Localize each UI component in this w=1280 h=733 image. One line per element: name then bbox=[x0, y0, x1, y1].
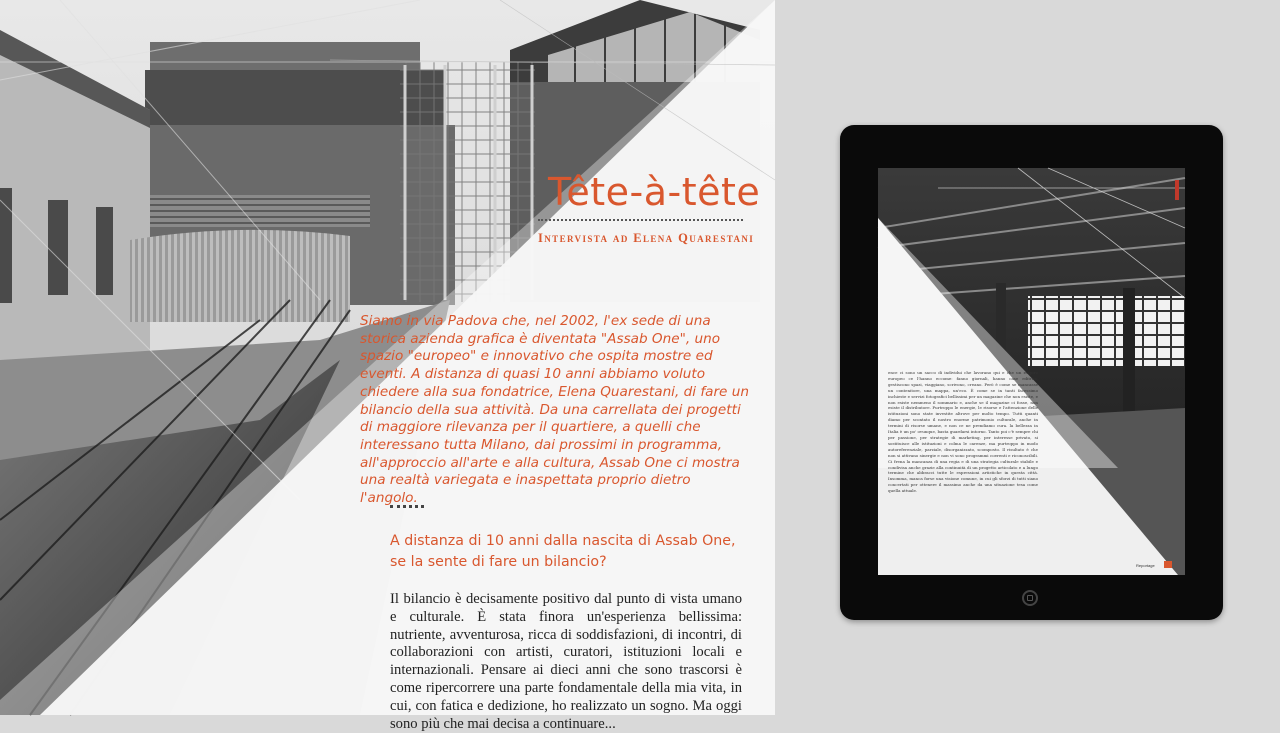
interview-question: A distanza di 10 anni dalla nascita di Assab One, se la sente di fare un bilancio? bbox=[390, 533, 736, 570]
section-badge-icon[interactable] bbox=[1164, 561, 1172, 568]
section-separator bbox=[390, 505, 424, 508]
tablet-device bbox=[840, 125, 1223, 620]
chapter-marker bbox=[1175, 180, 1179, 200]
interview-answer: Il bilancio è decisamente positivo dal punto di vista umano e culturale. È stata finora un'esperienza bellissima: nutriente, avventurosa, ricca di soddisfazioni, di incontri, di collaborazioni con artisti, curatori, istituzioni locali e internazionali. Pensare ai dieci anni che sono trascorsi è come ripercorrere una parte fondamentale della mia vita, in cui, con fatica e dedizione, ho realizzato un sogno. Ma oggi sono più che mai decisa a continuare... bbox=[390, 591, 742, 732]
tablet-article-text: ence ci sono un sacco di individui che lavorano qui e che un respiro europeo ce l'hanno eccome: fanno giornali, hanno case editrici, gestiscono spazi, viaggiano, scrivono, creano. Però è come se mancasse un contenitore, una mappa, un'eco. È come se in tanti facessimo inchieste e servizi fotografici bellissimi per un magazine che non esiste, e non esiste nemmeno il sommario e, anche se il magazine ci fosse, non esiste il distributore. Purtroppo le energie, le risorse e l'attenzione delle istituzioni sono state investite altrove per molto tempo. Tutti quanti diamo per scontato il nostro enorme patrimonio culturale, anche in termini di risorse umane, e non ce ne prendiamo cura. la bellezza in Italia è un po' ovunque, basta guardarsi intorno. Tanto poi c'è sempre chi per passione, per strategie di marketing, per interesse privato, si sostituisce alle istituzioni e colma le carenze, ma purtroppo in modo autoreferenziale, parziale, disorganizzato, scomposto. Il risultato è che non si attivano sinergie e non vi sono programmi coerenti e riconoscibili. Ci frena la mancanza di una regia e di una strategia culturale stabile e condivisa anche grazie alla continuità di un progetto articolato e a lungo termine che abbracci tutte le espressioni artistiche in questa città. Insomma, manca forse una visione comune, in cui gli sforzi di tutti siano concertati per ottenere il massimo anche da una situazione tesa come quella attuale. bbox=[888, 370, 1038, 494]
article-title: Tête-à-tête bbox=[548, 170, 761, 214]
tablet-home-button[interactable] bbox=[1022, 590, 1038, 606]
tablet-section-label: Reportage bbox=[1136, 563, 1155, 568]
article-subtitle: Intervista ad Elena Quarestani bbox=[538, 231, 755, 245]
title-divider bbox=[538, 219, 743, 221]
tablet-screen[interactable] bbox=[878, 168, 1185, 575]
article-intro: Siamo in via Padova che, nel 2002, l'ex sede di una storica azienda grafica è diventata "Assab One", uno spazio "europeo" e innovativo che ospita mostre ed eventi. A distanza di quasi 10 anni abbiamo voluto chiedere alla sua fondatrice, Elena Quarestani, di fare un bilancio della sua attività. Da una carrellata dei progetti di maggiore rilevanza per il quartiere, a quelli che interessano tutta Milano, dai prossimi in programma, all'approccio all'arte e alla cultura, Assab One ci mostra una realtà variegata e inaspettata proprio dietro l'angolo. bbox=[360, 313, 749, 507]
